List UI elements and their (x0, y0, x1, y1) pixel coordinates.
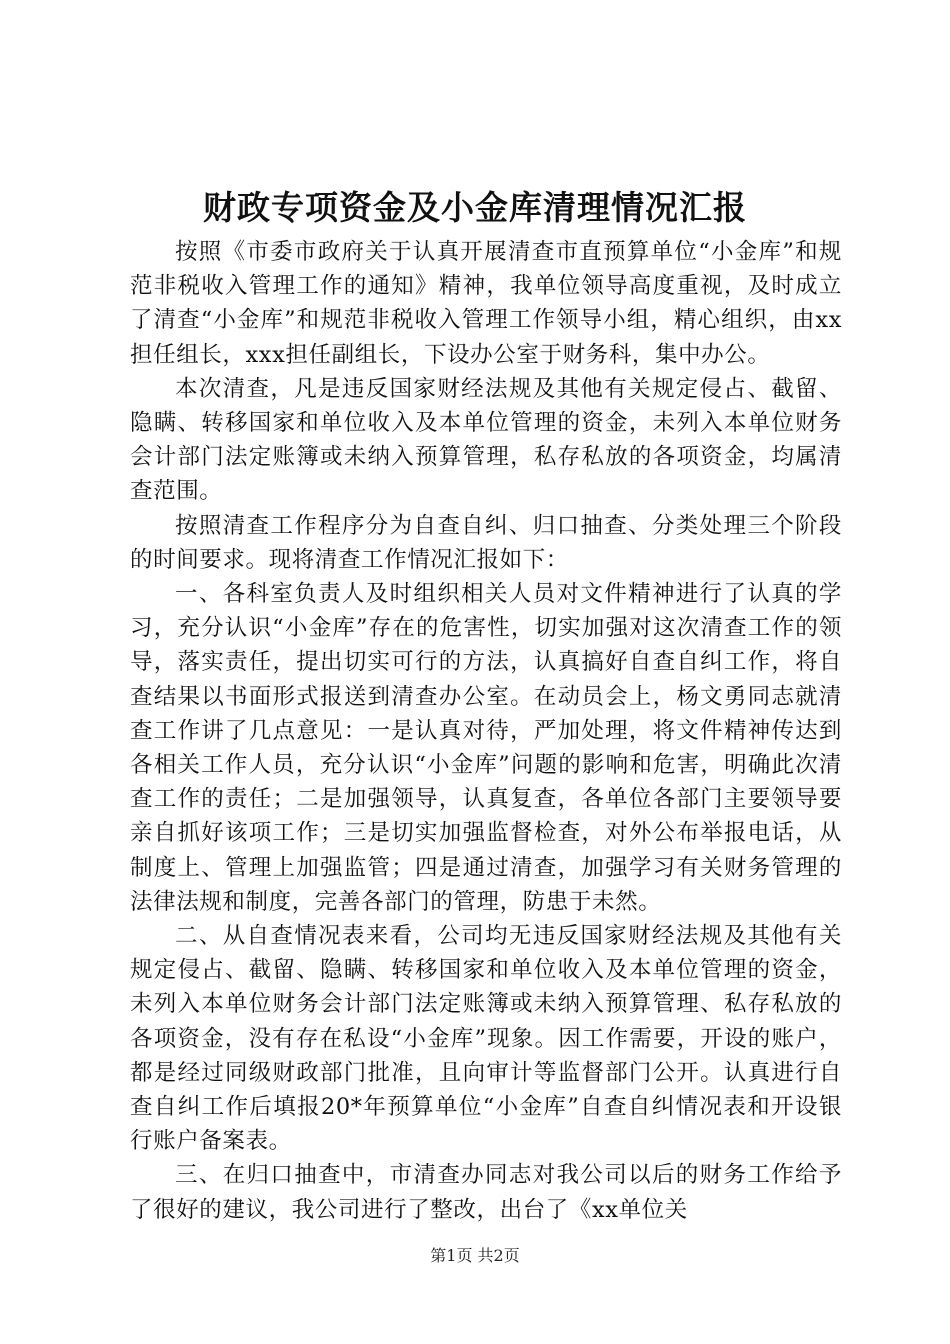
paragraph-section-one: 一、各科室负责人及时组织相关人员对文件精神进行了认真的学习，充分认识“小金库”存在的危害性，切实加强对这次清查工作的领导，落实责任，提出切实可行的方法，认真搞好自查自纠工作，将自查结果以书面形式报送到清查办公室。在动员会上，杨文勇同志就清查工作讲了几点意见：一是认真对待，严加处理，将文件精神传达到各相关工作人员，充分认识“小金库”问题的影响和危害，明确此次清查工作的责任；二是加强领导，认真复查，各单位各部门主要领导要亲自抓好该项工作；三是切实加强监督检查，对外公布举报电话，从制度上、管理上加强监管；四是通过清查，加强学习有关财务管理的法律法规和制度，完善各部门的管理，防患于未然。 (130, 581, 842, 915)
document-title: 财政专项资金及小金库清理情况汇报 (203, 188, 747, 227)
document-body (130, 235, 842, 1227)
paragraph-intro: 按照《市委市政府关于认真开展清查市直预算单位“小金库”和规范非税收入管理工作的通知》精神，我单位领导高度重视，及时成立了清查“小金库”和规范非税收入管理工作领导小组，精心组织，由xx担任组长，xxx担任副组长，下设办公室于财务科，集中办公。 (130, 239, 842, 368)
paragraph-scope: 本次清查，凡是违反国家财经法规及其他有关规定侵占、截留、隐瞒、转移国家和单位收入及本单位管理的资金，未列入本单位财务会计部门法定账簿或未纳入预算管理，私存私放的各项资金，均属清查范围。 (130, 375, 842, 505)
paragraph-section-three: 三、在归口抽查中，市清查办同志对我公司以后的财务工作给予了很好的建议，我公司进行了整改，出台了《xx单位关 (130, 1162, 842, 1223)
paragraph-section-two: 二、从自查情况表来看，公司均无违反国家财经法规及其他有关规定侵占、截留、隐瞒、转移国家和单位收入及本单位管理的资金，未列入本单位财务会计部门法定账簿或未纳入预算管理、私存私放的各项资金，没有存在私设“小金库”现象。因工作需要，开设的账户，都是经过同级财政部门批准，且向审计等监督部门公开。认真进行自查自纠工作后填报20*年预算单位“小金库”自查自纠情况表和开设银行账户备案表。 (130, 923, 842, 1155)
paragraph-stages: 按照清查工作程序分为自查自纠、归口抽查、分类处理三个阶段的时间要求。现将清查工作情况汇报如下： (130, 512, 842, 573)
page-number-footer: 第1页 共2页 (430, 1246, 520, 1265)
